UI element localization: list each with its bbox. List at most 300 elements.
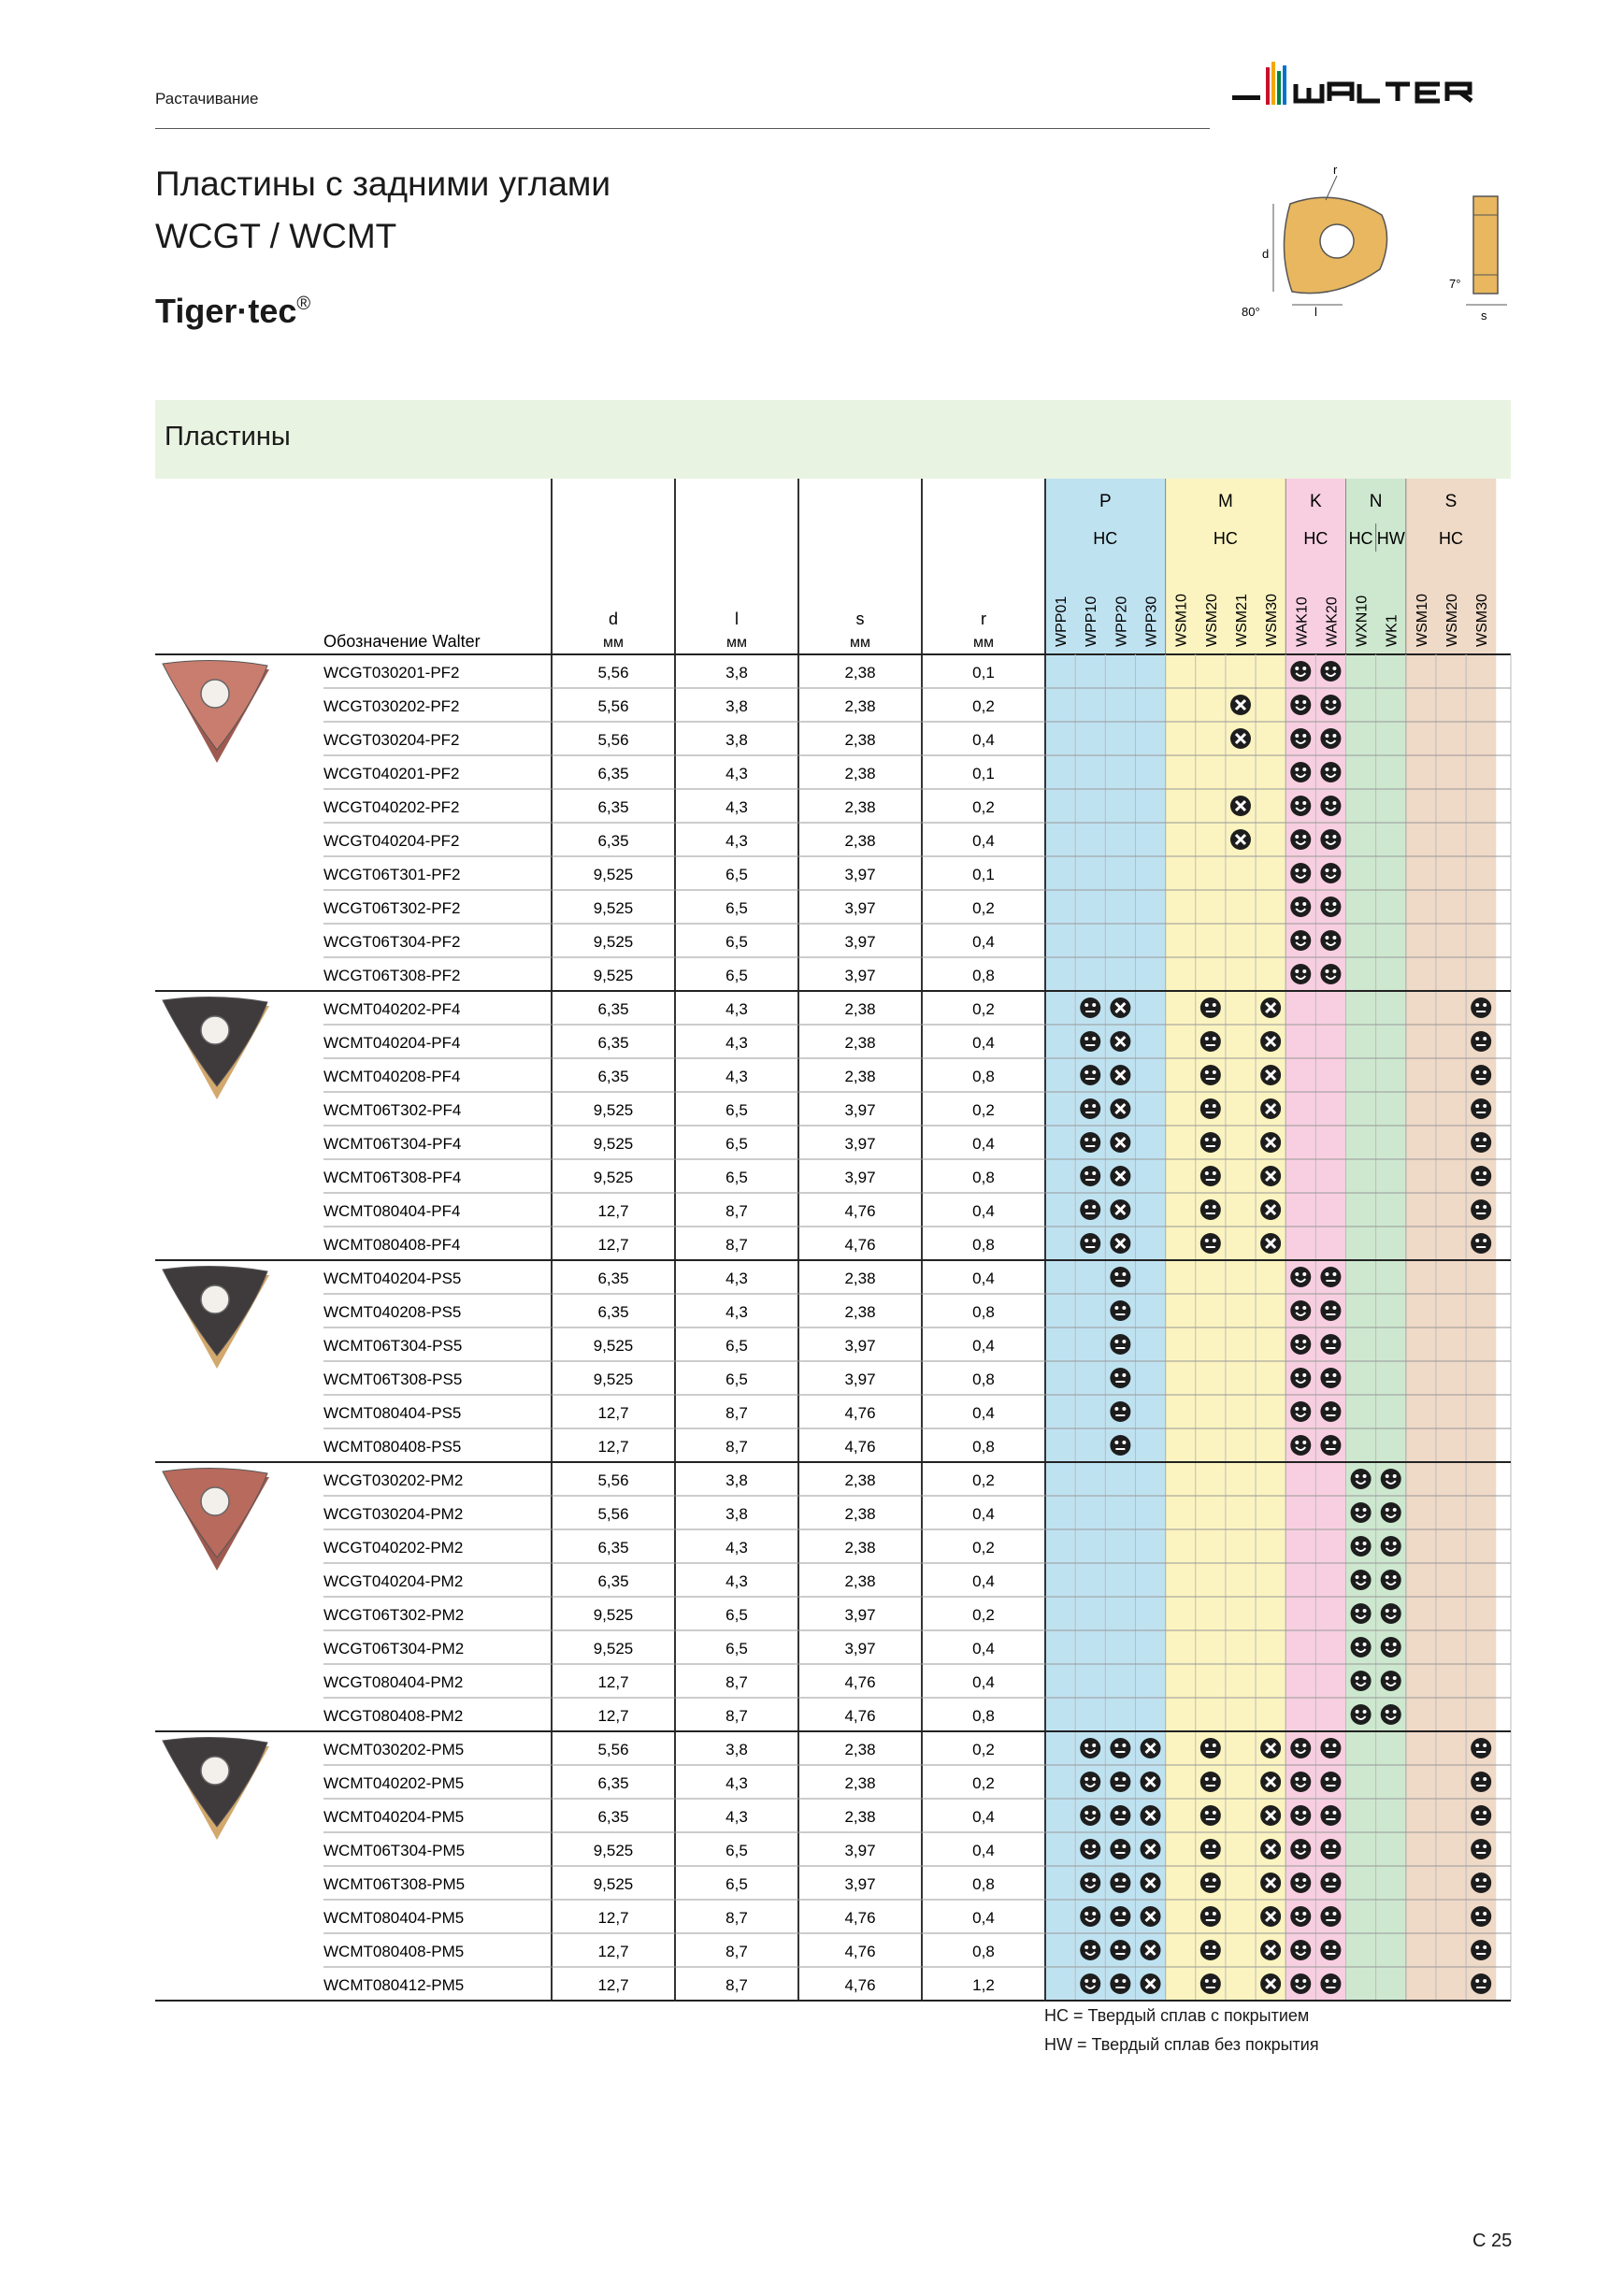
dim-angle-7: 7° — [1449, 277, 1461, 291]
mark-eye — [1332, 936, 1336, 940]
mark-eye — [1302, 868, 1306, 872]
mark-eye — [1332, 868, 1336, 872]
normal-condition-icon — [1471, 1873, 1491, 1893]
value-cell-d: 6,35 — [597, 765, 629, 782]
good-condition-icon — [1351, 1637, 1372, 1657]
value-cell-d: 9,525 — [593, 1842, 634, 1859]
value-cell-r: 0,4 — [972, 1270, 995, 1287]
mark-eye — [1483, 1945, 1487, 1949]
insert-hole — [201, 1285, 229, 1313]
value-cell-s: 4,76 — [844, 1943, 876, 1960]
mark-eye — [1213, 1205, 1216, 1209]
designation-cell: WCGT080408-PM2 — [323, 1707, 464, 1725]
good-condition-icon — [1381, 1704, 1401, 1725]
mark-eye — [1325, 1912, 1329, 1916]
value-cell-r: 0,4 — [972, 1640, 995, 1657]
normal-condition-icon — [1200, 997, 1221, 1018]
mark-eye — [1475, 1912, 1479, 1916]
mark-disc — [1200, 1906, 1221, 1927]
mark-eye — [1213, 1138, 1216, 1141]
mark-disc — [1351, 1536, 1372, 1557]
mark-eye — [1332, 1441, 1336, 1444]
designation-cell: WCMT06T302-PF4 — [323, 1101, 462, 1119]
value-cell-l: 4,3 — [725, 765, 748, 782]
mark-disc — [1320, 1805, 1341, 1826]
mark-disc — [1080, 1132, 1100, 1153]
mark-disc — [1320, 1368, 1341, 1388]
coating-label: HC — [1213, 529, 1238, 548]
value-cell-r: 0,8 — [972, 1438, 995, 1456]
mark-disc — [1290, 829, 1311, 850]
mark-disc — [1290, 695, 1311, 715]
mark-eye — [1205, 1979, 1209, 1983]
mark-eye — [1092, 1878, 1096, 1882]
ps5-insert-photo — [163, 1266, 269, 1369]
normal-condition-icon — [1110, 1805, 1130, 1826]
designation-cell: WCMT030202-PM5 — [323, 1741, 465, 1758]
difficult-condition-icon — [1260, 1166, 1281, 1186]
value-cell-r: 0,4 — [972, 1842, 995, 1859]
designation-cell: WCGT030204-PF2 — [323, 731, 460, 749]
value-cell-s: 3,97 — [844, 1101, 876, 1119]
designation-cell: WCMT06T308-PS5 — [323, 1370, 463, 1388]
normal-condition-icon — [1110, 1738, 1130, 1758]
mark-eye — [1302, 1878, 1306, 1882]
good-condition-icon — [1290, 930, 1311, 951]
value-cell-s: 3,97 — [844, 1169, 876, 1186]
mark-eye — [1363, 1542, 1367, 1545]
mark-eye — [1325, 1844, 1329, 1848]
value-cell-d: 5,56 — [597, 1505, 629, 1523]
mark-disc — [1290, 1401, 1311, 1422]
value-cell-d: 6,35 — [597, 1774, 629, 1792]
value-cell-d: 6,35 — [597, 1270, 629, 1287]
normal-condition-icon — [1200, 1132, 1221, 1153]
mark-eye — [1483, 1844, 1487, 1848]
value-cell-l: 3,8 — [725, 1505, 748, 1523]
mark-eye — [1302, 734, 1306, 738]
good-condition-icon — [1351, 1570, 1372, 1590]
value-cell-s: 2,38 — [844, 1000, 876, 1018]
good-condition-icon — [1290, 1368, 1311, 1388]
value-cell-l: 8,7 — [725, 1236, 748, 1254]
mark-eye — [1325, 700, 1329, 704]
mark-disc — [1320, 661, 1341, 682]
mark-eye — [1114, 1306, 1118, 1310]
mark-eye — [1092, 1138, 1096, 1141]
grade-header: WAK20 — [1324, 596, 1341, 647]
normal-condition-icon — [1471, 1738, 1491, 1758]
mark-disc — [1200, 1973, 1221, 1994]
coating-label: HW — [1376, 529, 1405, 548]
designation-cell: WCMT040204-PM5 — [323, 1808, 465, 1826]
value-cell-s: 3,97 — [844, 866, 876, 883]
normal-condition-icon — [1200, 1906, 1221, 1927]
grade-header: WSM30 — [1474, 594, 1491, 647]
mark-eye — [1114, 1441, 1118, 1444]
difficult-condition-icon — [1141, 1873, 1161, 1893]
mark-disc — [1110, 1334, 1130, 1355]
mark-disc — [1471, 1805, 1491, 1826]
mark-eye — [1122, 1912, 1126, 1916]
iso-group-label: M — [1217, 492, 1233, 511]
mark-eye — [1386, 1676, 1389, 1680]
value-cell-d: 9,525 — [593, 967, 634, 984]
mark-eye — [1356, 1710, 1359, 1714]
mark-eye — [1302, 1744, 1306, 1747]
value-cell-l: 6,5 — [725, 967, 748, 984]
mark-eye — [1092, 1811, 1096, 1815]
mark-disc — [1110, 1401, 1130, 1422]
value-cell-r: 0,8 — [972, 1236, 995, 1254]
value-cell-r: 0,1 — [972, 765, 995, 782]
value-cell-l: 4,3 — [725, 1572, 748, 1590]
legend-hc: HC = Твердый сплав с покрытием — [1044, 2006, 1310, 2025]
mark-eye — [1122, 1945, 1126, 1949]
difficult-condition-icon — [1110, 1132, 1130, 1153]
value-cell-l: 6,5 — [725, 1640, 748, 1657]
normal-condition-icon — [1080, 1132, 1100, 1153]
grade-header: WSM30 — [1264, 594, 1281, 647]
designation-cell: WCGT040202-PM2 — [323, 1539, 464, 1557]
mark-disc — [1200, 1738, 1221, 1758]
mark-eye — [1332, 734, 1336, 738]
mark-eye — [1295, 969, 1299, 973]
mark-disc — [1471, 1166, 1491, 1186]
good-condition-icon — [1290, 695, 1311, 715]
mark-disc — [1200, 1098, 1221, 1119]
mark-eye — [1122, 1306, 1126, 1310]
mark-eye — [1295, 1373, 1299, 1377]
good-condition-icon — [1290, 1267, 1311, 1287]
mark-eye — [1475, 1138, 1479, 1141]
mark-eye — [1393, 1542, 1397, 1545]
mark-eye — [1084, 1171, 1088, 1175]
designation-cell: WCMT06T308-PF4 — [323, 1169, 462, 1186]
mark-eye — [1295, 1272, 1299, 1276]
good-condition-icon — [1320, 661, 1341, 682]
grade-header: WAK10 — [1294, 596, 1311, 647]
mark-disc — [1080, 1098, 1100, 1119]
mark-eye — [1475, 1744, 1479, 1747]
mark-disc — [1351, 1671, 1372, 1691]
difficult-condition-icon — [1230, 695, 1251, 715]
coating-label: HC — [1303, 529, 1329, 548]
mark-eye — [1325, 868, 1329, 872]
good-condition-icon — [1320, 964, 1341, 984]
value-cell-d: 9,525 — [593, 1101, 634, 1119]
normal-condition-icon — [1080, 1233, 1100, 1254]
mark-disc — [1320, 1435, 1341, 1456]
value-cell-l: 3,8 — [725, 664, 748, 682]
column-unit: мм — [973, 635, 994, 651]
mark-eye — [1393, 1710, 1397, 1714]
mark-eye — [1483, 1811, 1487, 1815]
value-cell-d: 12,7 — [597, 1404, 629, 1422]
good-condition-icon — [1290, 1873, 1311, 1893]
normal-condition-icon — [1110, 1772, 1130, 1792]
difficult-condition-icon — [1260, 1738, 1281, 1758]
value-cell-d: 6,35 — [597, 1539, 629, 1557]
value-cell-s: 3,97 — [844, 1606, 876, 1624]
mark-disc — [1320, 796, 1341, 816]
value-cell-l: 6,5 — [725, 1606, 748, 1624]
mark-eye — [1092, 1171, 1096, 1175]
value-cell-r: 0,4 — [972, 1909, 995, 1927]
good-condition-icon — [1080, 1940, 1100, 1960]
normal-condition-icon — [1080, 1199, 1100, 1220]
mark-disc — [1320, 728, 1341, 749]
pm2-insert-photo — [163, 1468, 269, 1571]
mark-eye — [1114, 1373, 1118, 1377]
mark-eye — [1332, 1912, 1336, 1916]
normal-condition-icon — [1320, 1738, 1341, 1758]
designation-cell: WCMT040202-PM5 — [323, 1774, 465, 1792]
mark-disc — [1320, 1839, 1341, 1859]
value-cell-d: 5,56 — [597, 1471, 629, 1489]
value-cell-s: 4,76 — [844, 1909, 876, 1927]
dim-d: d — [1262, 247, 1270, 261]
mark-disc — [1290, 1300, 1311, 1321]
mark-eye — [1084, 1138, 1088, 1141]
value-cell-l: 4,3 — [725, 1034, 748, 1052]
mark-eye — [1122, 1373, 1126, 1377]
value-cell-l: 8,7 — [725, 1202, 748, 1220]
mark-eye — [1114, 1878, 1118, 1882]
normal-condition-icon — [1320, 1873, 1341, 1893]
difficult-condition-icon — [1260, 1132, 1281, 1153]
value-cell-l: 6,5 — [725, 1135, 748, 1153]
mark-eye — [1302, 1945, 1306, 1949]
value-cell-r: 0,4 — [972, 1034, 995, 1052]
mark-disc — [1290, 728, 1311, 749]
value-cell-s: 2,38 — [844, 798, 876, 816]
mark-disc — [1290, 863, 1311, 883]
mark-eye — [1332, 1407, 1336, 1411]
mark-disc — [1471, 1199, 1491, 1220]
iso-group-label: S — [1444, 492, 1458, 511]
designation-cell: WCMT06T308-PM5 — [323, 1875, 466, 1893]
column-header-d: d — [608, 610, 619, 628]
value-cell-r: 0,1 — [972, 866, 995, 883]
mark-eye — [1475, 1878, 1479, 1882]
mark-disc — [1080, 1031, 1100, 1052]
normal-condition-icon — [1110, 1334, 1130, 1355]
value-cell-s: 2,38 — [844, 697, 876, 715]
value-cell-l: 4,3 — [725, 798, 748, 816]
good-condition-icon — [1290, 1401, 1311, 1422]
mark-eye — [1295, 1407, 1299, 1411]
mark-disc — [1351, 1502, 1372, 1523]
mark-disc — [1320, 1300, 1341, 1321]
mark-eye — [1122, 1441, 1126, 1444]
mark-eye — [1332, 835, 1336, 839]
difficult-condition-icon — [1230, 829, 1251, 850]
value-cell-r: 0,4 — [972, 933, 995, 951]
designation-cell: WCGT080404-PM2 — [323, 1673, 464, 1691]
grade-header: WSM20 — [1203, 594, 1220, 647]
mark-eye — [1205, 1844, 1209, 1848]
value-cell-d: 6,35 — [597, 1034, 629, 1052]
difficult-condition-icon — [1110, 1233, 1130, 1254]
normal-condition-icon — [1471, 1839, 1491, 1859]
mark-disc — [1200, 1199, 1221, 1220]
mark-eye — [1213, 1003, 1216, 1007]
mark-eye — [1363, 1575, 1367, 1579]
mark-eye — [1092, 1104, 1096, 1108]
value-cell-r: 0,4 — [972, 1337, 995, 1355]
mark-eye — [1205, 1070, 1209, 1074]
value-cell-l: 8,7 — [725, 1404, 748, 1422]
mark-eye — [1122, 1272, 1126, 1276]
good-condition-icon — [1290, 829, 1311, 850]
designation-cell: WCMT040202-PF4 — [323, 1000, 461, 1018]
mark-eye — [1483, 1744, 1487, 1747]
normal-condition-icon — [1110, 1940, 1130, 1960]
mark-eye — [1122, 1777, 1126, 1781]
mark-eye — [1325, 1979, 1329, 1983]
value-cell-l: 6,5 — [725, 1370, 748, 1388]
insert-hole — [201, 1487, 229, 1515]
normal-condition-icon — [1200, 1166, 1221, 1186]
normal-condition-icon — [1471, 1031, 1491, 1052]
good-condition-icon — [1290, 1435, 1311, 1456]
value-cell-l: 3,8 — [725, 731, 748, 749]
mark-disc — [1080, 1065, 1100, 1085]
normal-condition-icon — [1110, 1839, 1130, 1859]
mark-disc — [1320, 1738, 1341, 1758]
value-cell-r: 0,4 — [972, 1808, 995, 1826]
mark-eye — [1483, 1205, 1487, 1209]
mark-disc — [1320, 829, 1341, 850]
good-condition-icon — [1290, 1973, 1311, 1994]
difficult-condition-icon — [1260, 1233, 1281, 1254]
mark-disc — [1381, 1570, 1401, 1590]
normal-condition-icon — [1080, 1166, 1100, 1186]
column-header-s: s — [855, 610, 865, 628]
designation-cell: WCGT06T308-PF2 — [323, 967, 461, 984]
value-cell-d: 6,35 — [597, 1068, 629, 1085]
designation-cell: WCGT040202-PF2 — [323, 798, 460, 816]
designation-cell: WCGT06T302-PF2 — [323, 899, 461, 917]
difficult-condition-icon — [1260, 1199, 1281, 1220]
value-cell-r: 0,8 — [972, 1875, 995, 1893]
normal-condition-icon — [1471, 1065, 1491, 1085]
value-cell-s: 3,97 — [844, 1875, 876, 1893]
mark-disc — [1320, 863, 1341, 883]
good-condition-icon — [1320, 897, 1341, 917]
mark-eye — [1114, 1744, 1118, 1747]
designation-cell: WCMT06T304-PF4 — [323, 1135, 462, 1153]
mark-disc — [1320, 1267, 1341, 1287]
mark-eye — [1393, 1508, 1397, 1512]
difficult-condition-icon — [1110, 1065, 1130, 1085]
designation-cell: WCMT040204-PF4 — [323, 1034, 461, 1052]
normal-condition-icon — [1320, 1772, 1341, 1792]
mark-eye — [1092, 1912, 1096, 1916]
mark-eye — [1302, 1306, 1306, 1310]
designation-cell: WCGT06T301-PF2 — [323, 866, 461, 883]
value-cell-r: 0,4 — [972, 1404, 995, 1422]
value-cell-r: 0,4 — [972, 1202, 995, 1220]
mark-eye — [1332, 1373, 1336, 1377]
iso-group-label: P — [1099, 492, 1112, 511]
difficult-condition-icon — [1141, 1805, 1161, 1826]
value-cell-r: 0,2 — [972, 899, 995, 917]
mark-eye — [1393, 1609, 1397, 1613]
mark-eye — [1302, 936, 1306, 940]
coating-label: HC — [1093, 529, 1118, 548]
good-condition-icon — [1351, 1704, 1372, 1725]
mark-eye — [1393, 1643, 1397, 1646]
mark-eye — [1302, 1811, 1306, 1815]
normal-condition-icon — [1320, 1368, 1341, 1388]
column-header-l: l — [735, 610, 739, 628]
value-cell-l: 8,7 — [725, 1909, 748, 1927]
good-condition-icon — [1080, 1805, 1100, 1826]
difficult-condition-icon — [1110, 1098, 1130, 1119]
mark-disc — [1320, 1334, 1341, 1355]
mark-eye — [1084, 1003, 1088, 1007]
designation-cell: WCMT080408-PM5 — [323, 1943, 465, 1960]
normal-condition-icon — [1320, 1973, 1341, 1994]
mark-eye — [1332, 902, 1336, 906]
mark-disc — [1320, 1772, 1341, 1792]
value-cell-l: 3,8 — [725, 1741, 748, 1758]
value-cell-d: 9,525 — [593, 1169, 634, 1186]
mark-eye — [1302, 969, 1306, 973]
mark-eye — [1295, 868, 1299, 872]
normal-condition-icon — [1110, 1267, 1130, 1287]
good-condition-icon — [1290, 728, 1311, 749]
mark-eye — [1475, 1104, 1479, 1108]
mark-eye — [1325, 1744, 1329, 1747]
mark-disc — [1200, 1772, 1221, 1792]
mark-disc — [1471, 1132, 1491, 1153]
mark-disc — [1080, 1805, 1100, 1826]
mark-eye — [1213, 1777, 1216, 1781]
mark-disc — [1290, 930, 1311, 951]
mark-eye — [1475, 1811, 1479, 1815]
value-cell-d: 12,7 — [597, 1438, 629, 1456]
difficult-condition-icon — [1110, 1031, 1130, 1052]
mark-disc — [1381, 1603, 1401, 1624]
mark-disc — [1320, 930, 1341, 951]
mark-eye — [1386, 1542, 1389, 1545]
normal-condition-icon — [1200, 1805, 1221, 1826]
designation-cell: WCMT040204-PS5 — [323, 1270, 462, 1287]
mark-eye — [1114, 1844, 1118, 1848]
mark-eye — [1295, 1878, 1299, 1882]
mark-disc — [1200, 1839, 1221, 1859]
mark-eye — [1122, 1407, 1126, 1411]
good-condition-icon — [1080, 1772, 1100, 1792]
mark-eye — [1325, 969, 1329, 973]
mark-eye — [1114, 1340, 1118, 1343]
difficult-condition-icon — [1260, 1973, 1281, 1994]
mark-eye — [1483, 1912, 1487, 1916]
normal-condition-icon — [1080, 1098, 1100, 1119]
normal-condition-icon — [1471, 1805, 1491, 1826]
value-cell-s: 2,38 — [844, 1270, 876, 1287]
value-cell-s: 3,97 — [844, 1135, 876, 1153]
normal-condition-icon — [1320, 1839, 1341, 1859]
good-condition-icon — [1381, 1570, 1401, 1590]
designation-cell: WCMT040208-PF4 — [323, 1068, 461, 1085]
designation-cell: WCMT06T304-PM5 — [323, 1842, 466, 1859]
difficult-condition-icon — [1141, 1738, 1161, 1758]
good-condition-icon — [1290, 863, 1311, 883]
